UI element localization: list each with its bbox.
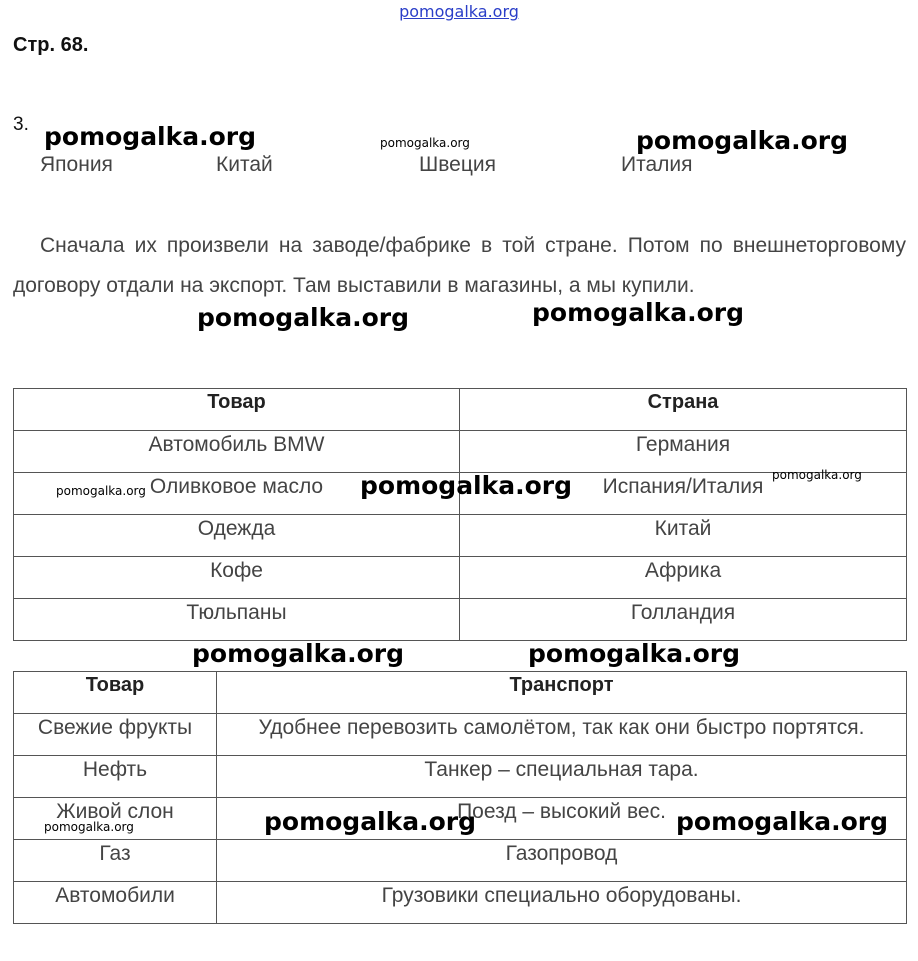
column-header-goods: Товар <box>14 672 217 714</box>
column-header-goods: Товар <box>14 389 460 431</box>
table-header-row <box>14 672 907 714</box>
goods-cell: Кофе <box>14 557 460 599</box>
country-cell: Германия <box>460 431 907 473</box>
column-header-country: Страна <box>460 389 907 431</box>
watermark: pomogalka.org <box>772 468 862 482</box>
table-row <box>14 798 907 840</box>
country-sweden: Швеция <box>419 153 496 176</box>
site-link[interactable]: pomogalka.org <box>399 2 519 21</box>
watermark: pomogalka.org <box>528 639 741 668</box>
goods-cell: Свежие фрукты <box>14 714 217 756</box>
page-number: Стр. 68. <box>13 34 89 56</box>
column-header-transport: Транспорт <box>217 672 907 714</box>
table-row <box>14 599 907 641</box>
watermark: pomogalka.org <box>192 639 405 668</box>
watermark: pomogalka.org <box>636 126 849 155</box>
goods-country-table <box>13 388 907 641</box>
watermark: pomogalka.org <box>676 807 889 836</box>
watermark: pomogalka.org <box>44 820 134 834</box>
goods-cell: Тюльпаны <box>14 599 460 641</box>
watermark: pomogalka.org <box>197 303 410 332</box>
table-row <box>14 840 907 882</box>
goods-cell: Газ <box>14 840 217 882</box>
watermark: pomogalka.org <box>56 484 146 498</box>
goods-cell: Автомобиль BMW <box>14 431 460 473</box>
goods-cell: Одежда <box>14 515 460 557</box>
table-row <box>14 473 907 515</box>
table-row <box>14 882 907 924</box>
country-cell: Китай <box>460 515 907 557</box>
table-row <box>14 515 907 557</box>
country-italy: Италия <box>621 153 693 176</box>
country-china: Китай <box>216 153 273 176</box>
transport-cell: Газопровод <box>217 840 907 882</box>
answer-paragraph: Сначала их произвели на заводе/фабрике в той стране. Потом по внешнеторговому договору отдали на экспорт. Там выставили в магазины, а мы купили. <box>13 234 906 297</box>
table-row <box>14 756 907 798</box>
goods-cell: Автомобили <box>14 882 217 924</box>
transport-cell: Поезд – высокий вес. <box>217 798 907 840</box>
country-cell: Африка <box>460 557 907 599</box>
watermark: pomogalka.org <box>360 471 573 500</box>
country-japan: Япония <box>40 153 113 176</box>
country-cell: Испания/Италия <box>460 473 907 515</box>
watermark: pomogalka.org <box>264 807 477 836</box>
watermark: pomogalka.org <box>380 136 470 150</box>
country-cell: Голландия <box>460 599 907 641</box>
transport-cell: Удобнее перевозить самолётом, так как они быстро портятся. <box>217 714 907 756</box>
watermark: pomogalka.org <box>532 298 745 327</box>
goods-cell: Живой слон <box>14 798 217 840</box>
table-row <box>14 557 907 599</box>
table-row <box>14 714 907 756</box>
task-number: 3. <box>13 114 29 135</box>
goods-cell: Нефть <box>14 756 217 798</box>
goods-cell: Оливковое масло <box>14 473 460 515</box>
table-row <box>14 431 907 473</box>
transport-cell: Танкер – специальная тара. <box>217 756 907 798</box>
table-header-row <box>14 389 907 431</box>
watermark: pomogalka.org <box>44 122 257 151</box>
goods-transport-table <box>13 671 907 924</box>
transport-cell: Грузовики специально оборудованы. <box>217 882 907 924</box>
